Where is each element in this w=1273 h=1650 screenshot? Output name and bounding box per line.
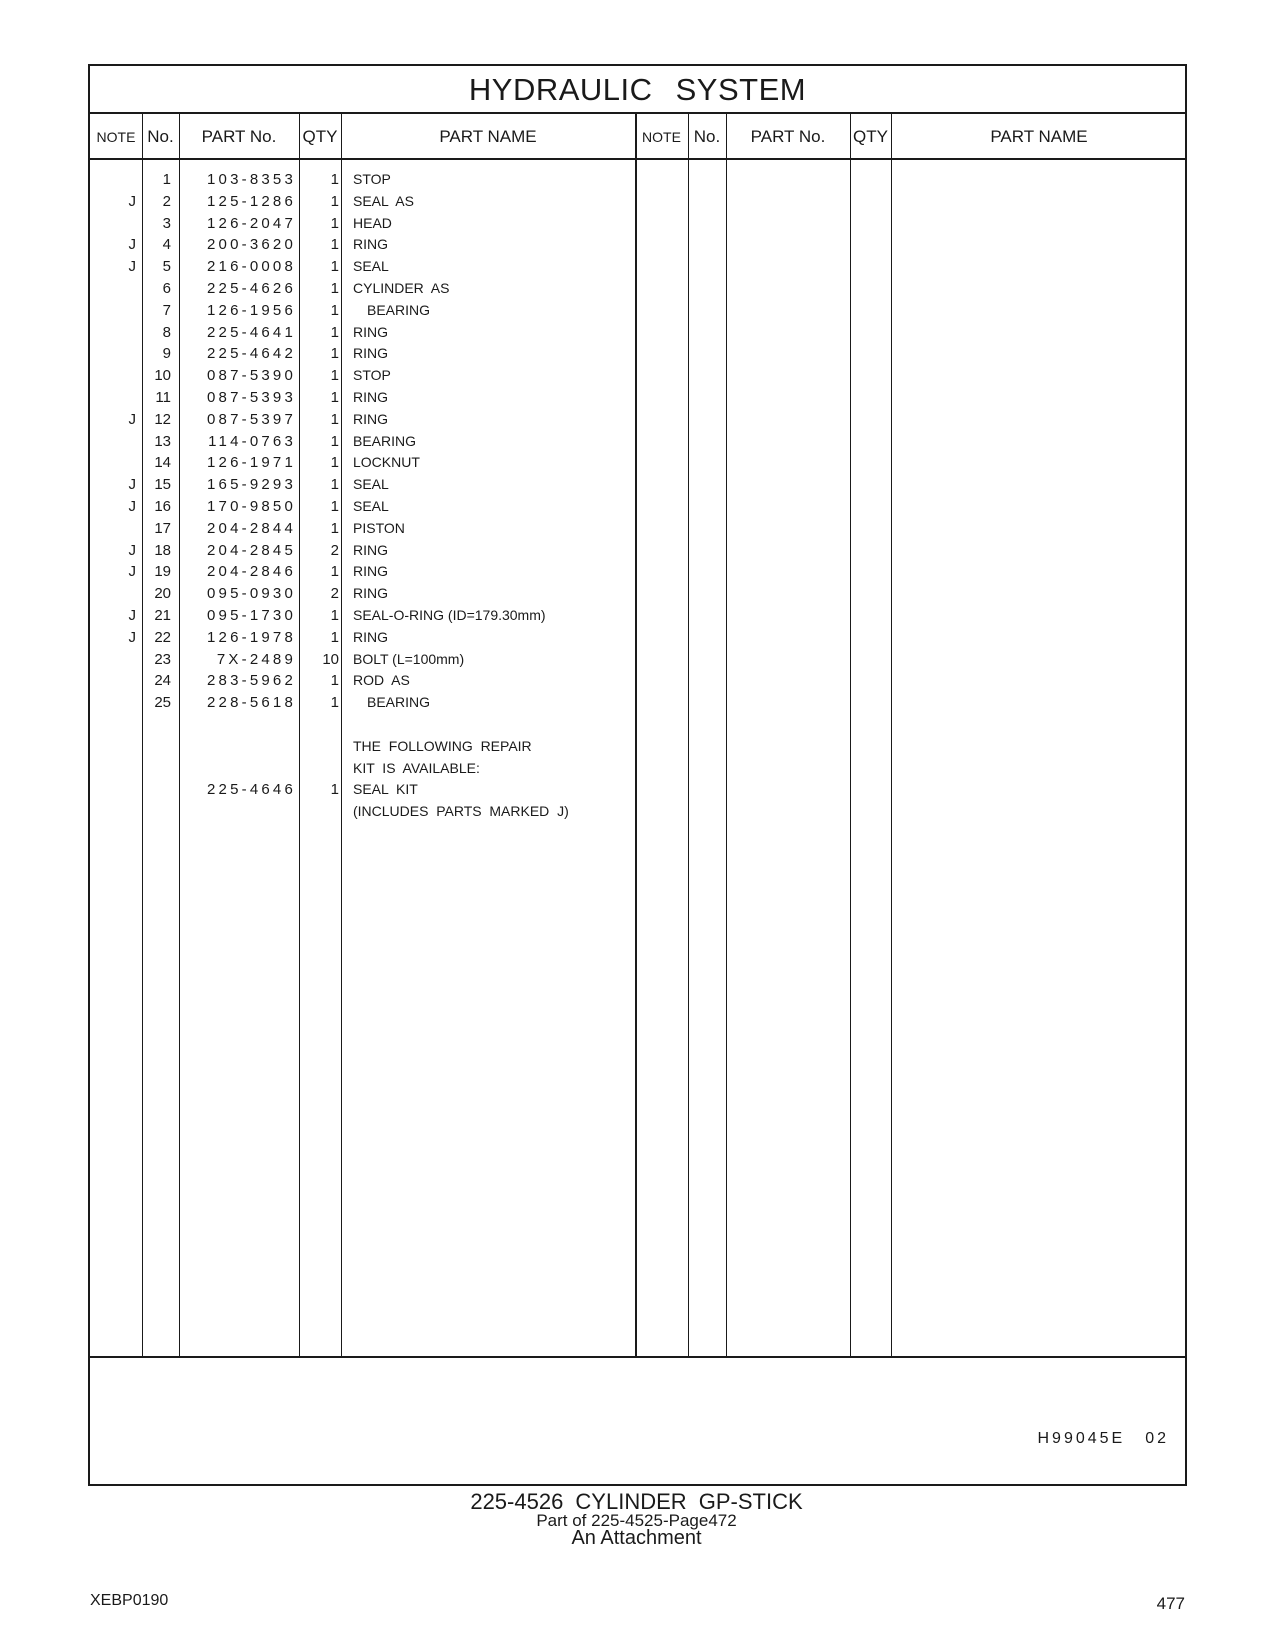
part-number: 283-5962 (207, 672, 296, 690)
part-number: 126-1978 (207, 628, 296, 646)
part-qty: 1 (330, 192, 339, 210)
part-index: 8 (162, 323, 171, 341)
part-number (180, 735, 296, 758)
part-note: J (128, 410, 136, 428)
header-note: NOTE (96, 129, 136, 145)
table-row (90, 560, 1185, 583)
table-row (90, 604, 1185, 627)
part-note (90, 386, 136, 409)
part-name: SEAL KIT (353, 781, 418, 798)
table-row (90, 451, 1185, 474)
table-row (90, 168, 1185, 191)
part-note: J (128, 628, 136, 646)
part-note (90, 212, 136, 235)
part-number: 204-2846 (207, 563, 296, 581)
header-part-no-right: PART No. (750, 127, 826, 146)
part-qty (310, 800, 339, 823)
part-note (90, 800, 136, 823)
section-title: HYDRAULIC SYSTEM (468, 72, 807, 107)
table-bottom-divider (90, 1356, 1185, 1358)
part-qty (310, 735, 339, 758)
part-number: 204-2845 (207, 541, 296, 559)
part-note: J (128, 258, 136, 276)
part-name: RING (353, 541, 388, 558)
table-row (90, 539, 1185, 562)
part-index: 13 (154, 432, 171, 450)
header-no-right: No. (693, 127, 721, 146)
part-number: 103-8353 (207, 171, 296, 188)
drawing-number (1037, 1430, 1169, 1448)
part-name: SEAL (353, 258, 389, 275)
part-name: RING (353, 323, 388, 340)
part-number: 126-1956 (207, 301, 296, 319)
part-note (90, 342, 136, 365)
table-row (90, 582, 1185, 605)
part-qty: 1 (330, 607, 339, 624)
parts-list-frame (88, 64, 1187, 1486)
part-note: J (128, 192, 136, 210)
part-name: RING (353, 345, 388, 362)
part-qty: 1 (330, 410, 339, 428)
part-name: LOCKNUT (353, 454, 420, 471)
part-name: RING (353, 628, 388, 645)
part-note (90, 517, 136, 540)
part-name: BEARING (367, 694, 431, 711)
part-qty: 1 (330, 323, 339, 341)
part-name: THE FOLLOWING REPAIR (353, 737, 532, 754)
table-row (90, 648, 1185, 671)
part-index: 1 (162, 171, 171, 188)
header-part-name-right: PART NAME (990, 127, 1088, 146)
part-index (143, 778, 171, 801)
part-note (90, 669, 136, 692)
table-row (90, 255, 1185, 278)
part-name: BEARING (367, 301, 431, 318)
table-row (90, 321, 1185, 344)
drawing-id: H99045E (1037, 1430, 1126, 1447)
part-qty: 1 (330, 236, 339, 254)
part-number: 087-5393 (207, 389, 296, 406)
table-row (90, 735, 1185, 758)
part-qty: 1 (330, 628, 339, 646)
part-index: 5 (162, 258, 171, 276)
part-index (143, 735, 171, 758)
part-number: 095-0930 (207, 585, 296, 603)
part-index (143, 800, 171, 823)
part-number: 204-2844 (207, 519, 296, 537)
part-number: 7X-2489 (216, 650, 296, 668)
part-qty: 1 (330, 476, 339, 494)
part-index: 17 (154, 519, 171, 537)
part-note (90, 277, 136, 300)
part-name: STOP (353, 171, 391, 187)
table-row (90, 233, 1185, 256)
part-name: RING (353, 389, 388, 405)
part-qty: 1 (330, 367, 339, 385)
part-number: 216-0008 (207, 258, 296, 276)
part-index: 11 (155, 389, 171, 406)
header-qty-right: QTY (853, 127, 888, 146)
part-number: 087-5397 (207, 410, 296, 428)
part-index: 22 (154, 628, 171, 646)
table-row (90, 299, 1185, 322)
part-number: 200-3620 (207, 236, 296, 254)
part-qty: 1 (330, 301, 339, 319)
part-number (180, 800, 296, 823)
table-row (90, 342, 1185, 365)
part-name: SEAL (353, 476, 389, 493)
part-name: ROD AS (353, 672, 410, 689)
part-note (90, 321, 136, 344)
part-qty: 10 (322, 650, 339, 668)
part-number: 225-4642 (207, 345, 296, 363)
part-number: 228-5618 (207, 694, 296, 712)
table-row (90, 691, 1185, 714)
part-note: J (128, 563, 136, 581)
part-number: 095-1730 (207, 607, 296, 624)
table-row (90, 386, 1185, 409)
part-note (90, 691, 136, 714)
part-qty (310, 713, 339, 736)
table-row (90, 669, 1185, 692)
part-note (90, 648, 136, 671)
document-id: XEBP0190 (90, 1592, 169, 1609)
table-row (90, 473, 1185, 496)
table-row (90, 190, 1185, 213)
part-note: J (128, 476, 136, 494)
part-index: 12 (154, 410, 171, 428)
part-index (143, 757, 171, 780)
part-name: SEAL (353, 498, 389, 514)
part-name: HEAD (353, 214, 392, 231)
part-number: 165-9293 (207, 476, 296, 494)
part-name: SEAL-O-RING (ID=179.30mm) (353, 607, 546, 623)
part-note (90, 430, 136, 453)
part-note (90, 299, 136, 322)
part-index: 23 (154, 650, 171, 668)
header-no: No. (147, 127, 174, 146)
part-index: 19 (154, 563, 171, 581)
part-index: 10 (154, 367, 171, 385)
table-row (90, 800, 1185, 823)
table-row (90, 277, 1185, 300)
part-qty: 1 (330, 563, 339, 581)
part-qty: 2 (330, 585, 339, 603)
part-number: 126-1971 (207, 454, 296, 472)
group-title: 225-4526 CYLINDER GP-STICK (470, 1489, 803, 1514)
part-index: 7 (162, 301, 171, 319)
part-note: J (128, 498, 136, 515)
part-number: 125-1286 (207, 192, 296, 210)
part-note (90, 364, 136, 387)
part-number (180, 713, 296, 736)
part-qty: 1 (330, 781, 339, 799)
part-index: 25 (154, 694, 171, 712)
part-qty: 1 (330, 214, 339, 232)
part-index: 18 (154, 541, 171, 559)
part-note (90, 451, 136, 474)
table-row (90, 778, 1185, 801)
part-qty: 1 (330, 258, 339, 276)
part-qty: 1 (330, 171, 339, 188)
part-qty: 1 (330, 280, 339, 297)
page-number: 477 (1156, 1594, 1185, 1613)
part-name: CYLINDER AS (353, 280, 450, 296)
table-row (90, 212, 1185, 235)
part-number: 225-4646 (207, 781, 296, 799)
group-subtitle: An Attachment (571, 1527, 702, 1549)
part-index: 4 (162, 236, 171, 254)
part-note (90, 713, 136, 736)
table-row (90, 364, 1185, 387)
part-note (90, 757, 136, 780)
table-row (90, 626, 1185, 649)
part-index: 20 (154, 585, 171, 603)
part-name: RING (353, 410, 388, 427)
part-qty: 1 (330, 498, 339, 515)
part-note: J (128, 607, 136, 624)
part-name: PISTON (353, 519, 405, 536)
header-note-right: NOTE (642, 129, 681, 145)
part-name: KIT IS AVAILABLE: (353, 759, 480, 776)
part-name (353, 713, 643, 736)
part-name: STOP (353, 367, 391, 384)
part-number (180, 757, 296, 780)
part-qty: 1 (330, 345, 339, 363)
table-row (90, 408, 1185, 431)
part-index: 14 (154, 454, 171, 472)
part-index: 9 (162, 345, 171, 363)
part-index: 3 (162, 214, 171, 232)
part-number: 087-5390 (207, 367, 296, 385)
part-qty: 1 (330, 454, 339, 472)
part-note (90, 735, 136, 758)
part-index: 15 (154, 476, 171, 494)
part-index: 16 (154, 498, 171, 515)
header-part-no: PART No. (201, 127, 277, 146)
table-row (90, 430, 1185, 453)
part-qty: 1 (330, 389, 339, 406)
part-number: 114-0763 (208, 432, 296, 450)
part-name: SEAL AS (353, 192, 414, 209)
part-qty (310, 757, 339, 780)
part-name: RING (353, 585, 388, 602)
part-index: 24 (154, 672, 171, 690)
header-qty: QTY (302, 127, 338, 146)
part-qty: 1 (330, 672, 339, 690)
part-index: 6 (162, 280, 171, 297)
part-note (90, 168, 136, 191)
part-qty: 2 (330, 541, 339, 559)
part-name: BEARING (353, 432, 417, 449)
part-index (143, 713, 171, 736)
part-number: 225-4626 (207, 280, 296, 297)
table-row (90, 713, 1185, 736)
part-number: 170-9850 (207, 498, 296, 515)
part-name: RING (353, 563, 388, 580)
part-name: (INCLUDES PARTS MARKED J) (353, 803, 569, 820)
part-note (90, 778, 136, 801)
part-qty: 1 (330, 519, 339, 537)
part-index: 2 (162, 192, 171, 210)
header-part-name: PART NAME (439, 127, 537, 146)
revision: 02 (1145, 1430, 1169, 1447)
part-number: 126-2047 (207, 214, 296, 232)
group-parent: Part of 225-4525-Page472 (536, 1511, 737, 1530)
part-qty: 1 (330, 694, 339, 712)
part-number: 225-4641 (207, 323, 296, 341)
table-row (90, 495, 1185, 518)
part-qty: 1 (330, 432, 339, 450)
part-index: 21 (154, 607, 171, 624)
part-note: J (128, 236, 136, 254)
part-note (90, 582, 136, 605)
part-note: J (128, 541, 136, 559)
table-row (90, 517, 1185, 540)
part-name: BOLT (L=100mm) (353, 650, 465, 667)
part-name: RING (353, 236, 388, 253)
table-row (90, 757, 1185, 780)
